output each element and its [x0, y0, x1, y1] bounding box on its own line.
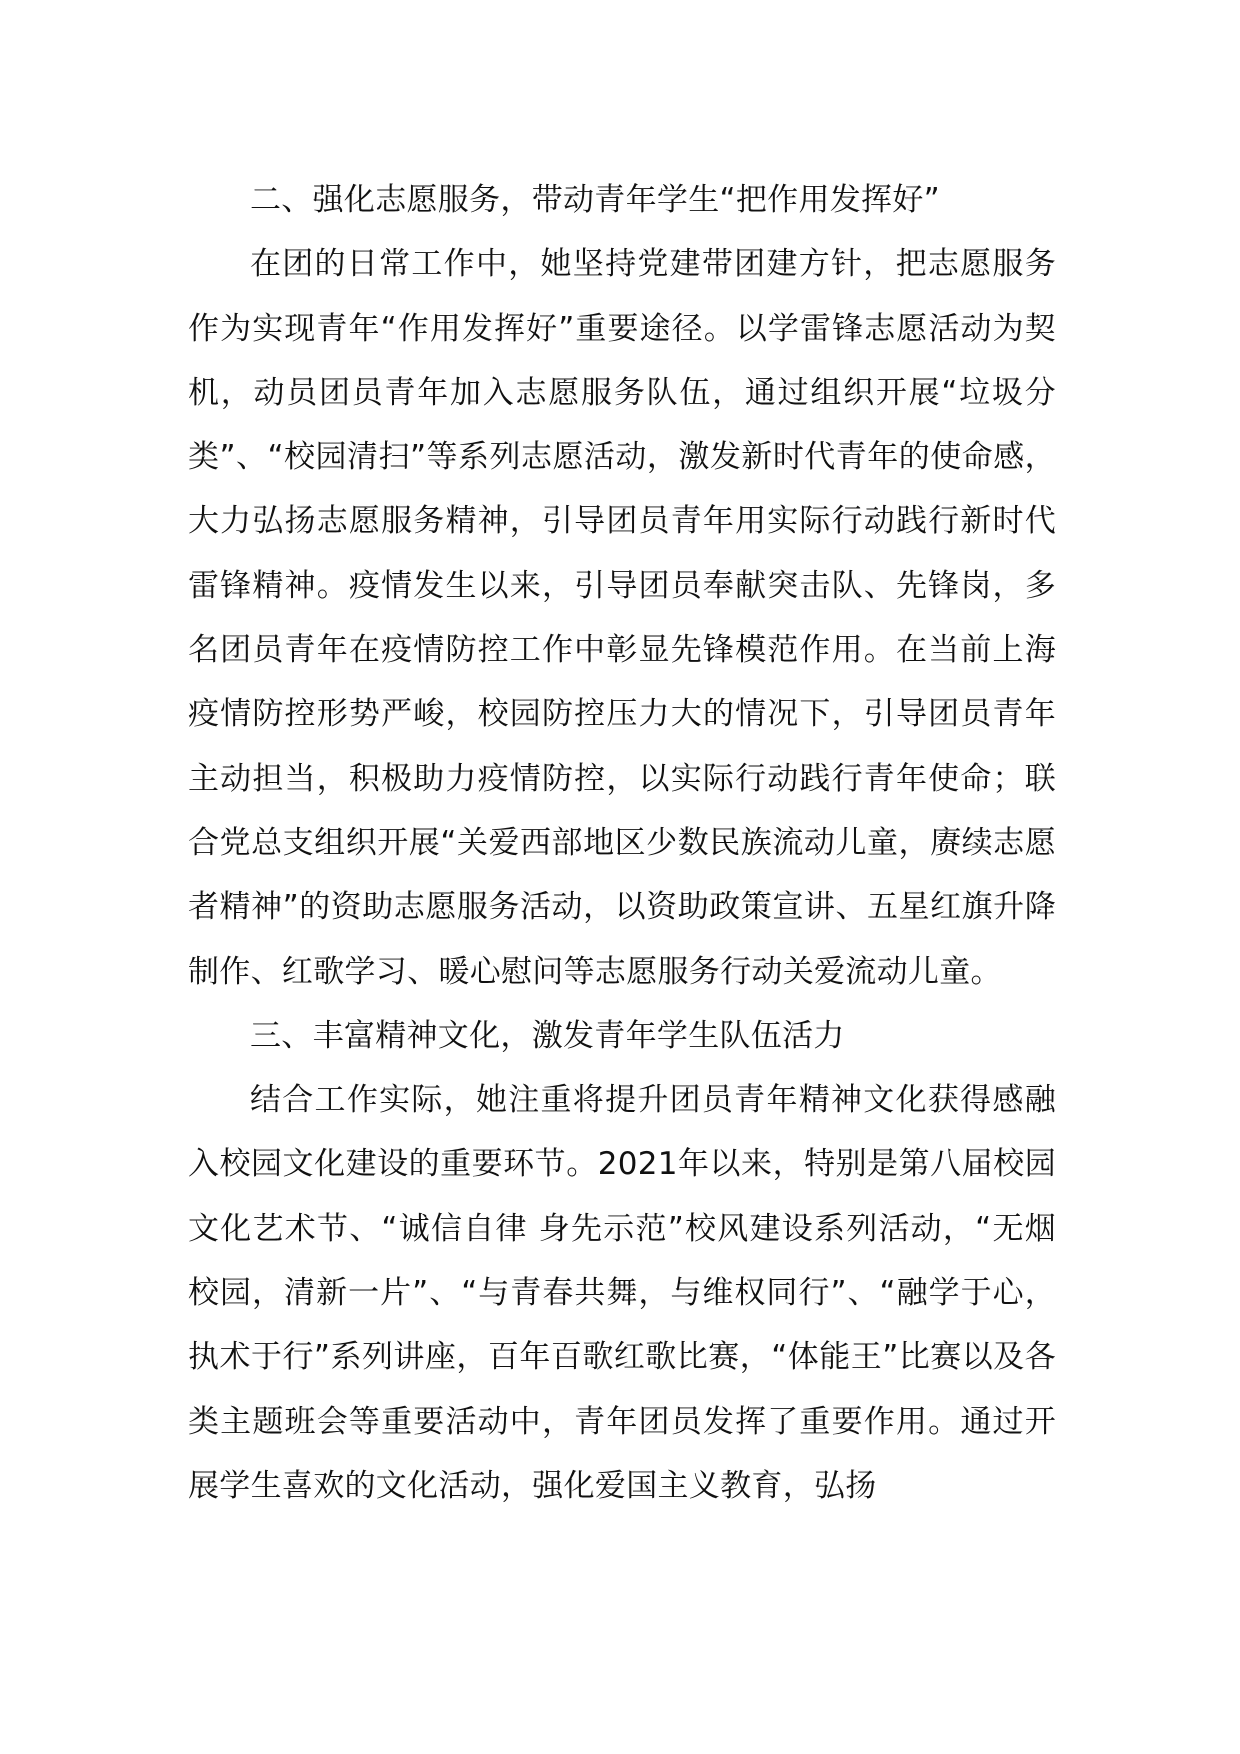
section-paragraph-3: 结合工作实际，她注重将提升团员青年精神文化获得感融入校园文化建设的重要环节。2021年以来，特别是第八届校园文化艺术节、“诚信自律 身先示范”校风建设系列活动，“无烟校园，清新一片”、“与青春共舞，与维权同行”、“融学于心，执术于行”系列讲座，百年百歌红歌比赛，“体能王”比赛以及各类主题班会等重要活动中，青年团员发挥了重要作用。通过开展学生喜欢的文化活动，强化爱国主义教育，弘扬 — [188, 1082, 1056, 1504]
section-heading-2: 二、强化志愿服务，带动青年学生“把作用发挥好” — [250, 182, 941, 218]
section-heading-3: 三、丰富精神文化，激发青年学生队伍活力 — [250, 1017, 845, 1054]
section-paragraph-2: 在团的日常工作中，她坚持党建带团建方针，把志愿服务作为实现青年“作用发挥好”重要途径。以学雷锋志愿活动为契机，动员团员青年加入志愿服务队伍，通过组织开展“垃圾分类”、“校园清扫”等系列志愿活动，激发新时代青年的使命感，大力弘扬志愿服务精神，引导团员青年用实际行动践行新时代雷锋精神。疫情发生以来，引导团员奉献突击队、先锋岗，多名团员青年在疫情防控工作中彰显先锋模范作用。在当前上海疫情防控形势严峻，校园防控压力大的情况下，引导团员青年主动担当，积极助力疫情防控，以实际行动践行青年使命；联合党总支组织开展“关爱西部地区少数民族流动儿童，赓续志愿者精神”的资助志愿服务活动，以资助政策宣讲、五星红旗升降制作、红歌学习、暖心慰问等志愿服务行动关爱流动儿童。 — [188, 246, 1056, 990]
document-page — [188, 168, 1056, 1518]
